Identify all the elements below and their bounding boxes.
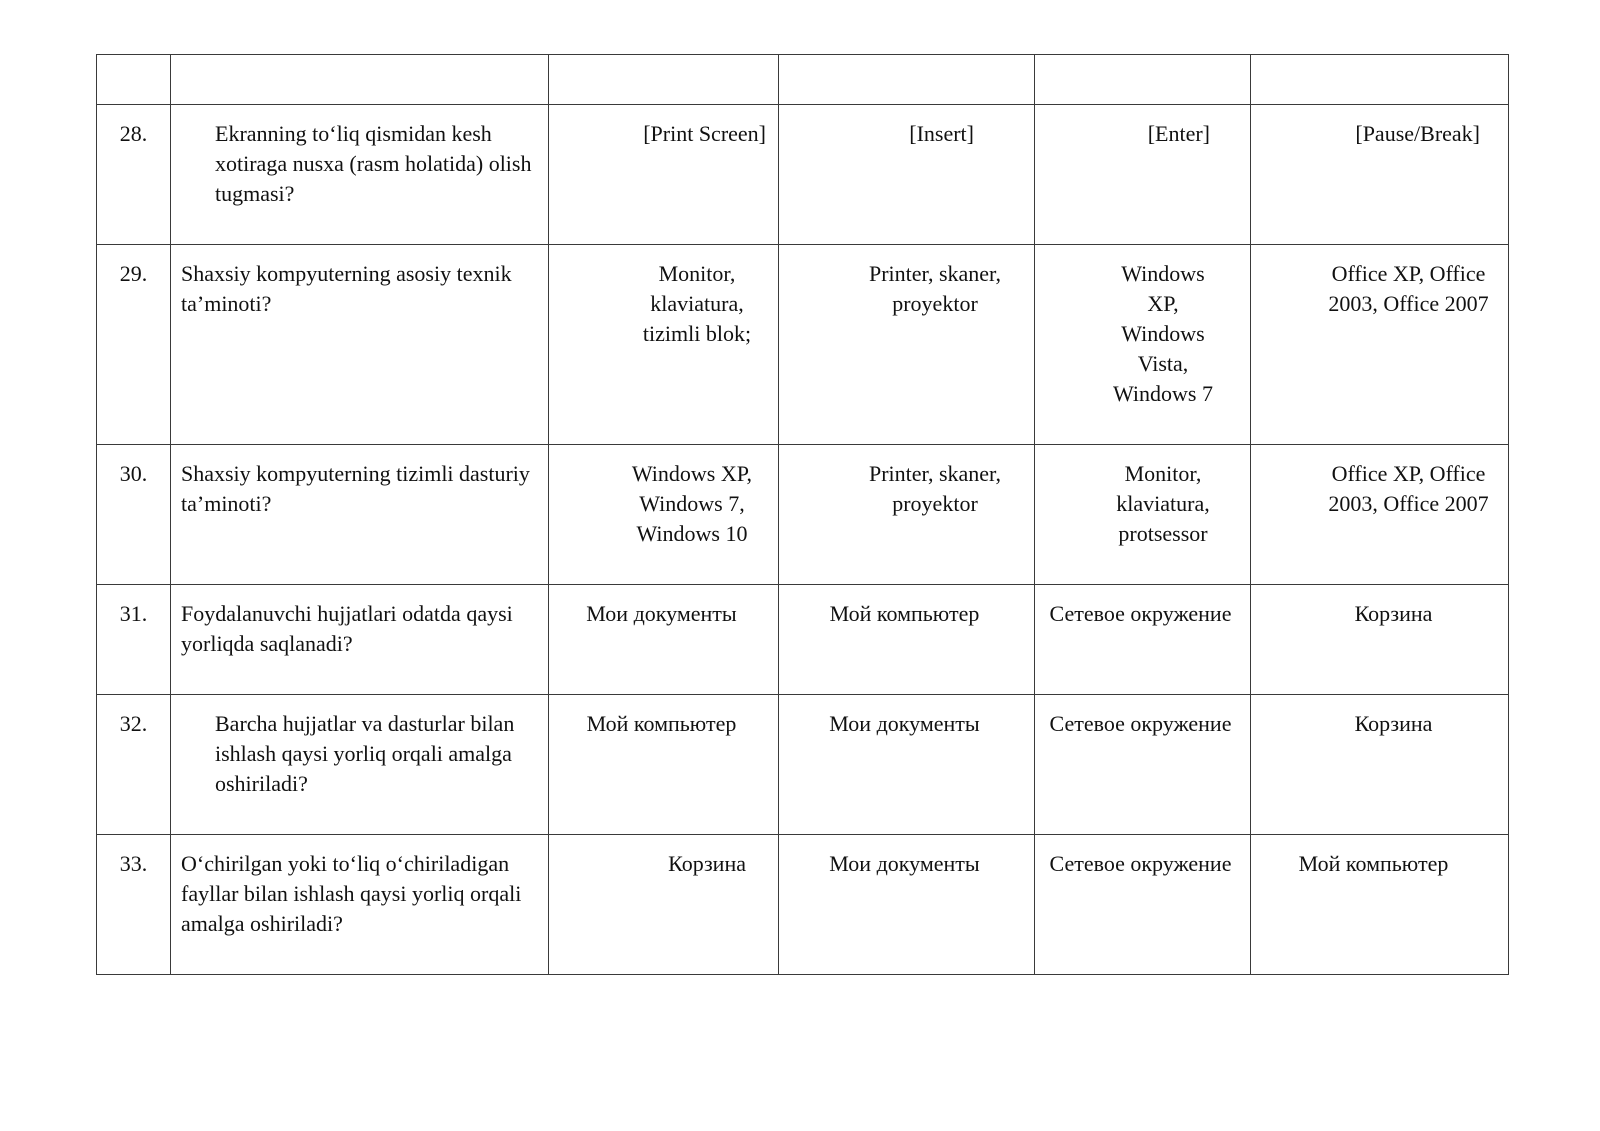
option-a-text: Monitor, klaviatura, tizimli blok;: [642, 261, 752, 346]
option-a: Мой компьютер: [549, 695, 779, 835]
question-text: O‘chirilgan yoki to‘liq o‘chiriladigan fayllar bilan ishlash qaysi yorliq orqali amalga oshiriladi?: [171, 835, 549, 975]
row-number: 30.: [97, 445, 171, 585]
option-c: [1035, 445, 1251, 585]
table-row: [97, 835, 1509, 975]
option-d-text: Office XP, Office 2003, Office 2007: [1328, 461, 1489, 516]
header-cell-option-b: [779, 55, 1035, 105]
option-a: [549, 445, 779, 585]
table-header-row: [97, 55, 1509, 105]
option-b: [779, 245, 1035, 445]
option-c: Сетевое окружение: [1035, 695, 1251, 835]
option-a: Корзина: [549, 835, 779, 975]
option-d: Мой компьютер: [1251, 835, 1509, 975]
option-b-text: Printer, skaner, proyektor: [868, 461, 1002, 516]
option-d: [1251, 245, 1509, 445]
header-cell-option-a: [549, 55, 779, 105]
option-b-text: Printer, skaner, proyektor: [868, 261, 1002, 316]
option-a: [549, 245, 779, 445]
header-cell-option-c: [1035, 55, 1251, 105]
question-text: Barcha hujjatlar va dasturlar bilan ishlash qaysi yorliq orqali amalga oshiriladi?: [171, 695, 549, 835]
table-row: [97, 245, 1509, 445]
option-d: [1251, 445, 1509, 585]
quiz-table: [96, 54, 1509, 975]
row-number: 31.: [97, 585, 171, 695]
option-a: Мои документы: [549, 585, 779, 695]
header-cell-question: [171, 55, 549, 105]
option-c: Сетевое окружение: [1035, 585, 1251, 695]
question-text: Shaxsiy kompyuterning tizimli dasturiy ta’minoti?: [171, 445, 549, 585]
option-b: Мои документы: [779, 695, 1035, 835]
option-a: [Print Screen]: [549, 105, 779, 245]
table-row: [97, 445, 1509, 585]
row-number: 33.: [97, 835, 171, 975]
table-row: [97, 695, 1509, 835]
row-number: 29.: [97, 245, 171, 445]
option-d-text: Office XP, Office 2003, Office 2007: [1328, 261, 1489, 316]
option-d: [Pause/Break]: [1251, 105, 1509, 245]
table-row: [97, 585, 1509, 695]
option-d: Корзина: [1251, 695, 1509, 835]
header-cell-number: [97, 55, 171, 105]
option-b: Мой компьютер: [779, 585, 1035, 695]
option-b: [779, 445, 1035, 585]
question-text: Ekranning to‘liq qismidan kesh xotiraga nusxa (rasm holatida) olish tugmasi?: [171, 105, 549, 245]
option-c: [Enter]: [1035, 105, 1251, 245]
row-number: 28.: [97, 105, 171, 245]
header-cell-option-d: [1251, 55, 1509, 105]
option-d: Корзина: [1251, 585, 1509, 695]
option-a-text: Windows XP, Windows 7, Windows 10: [631, 461, 753, 546]
row-number: 32.: [97, 695, 171, 835]
option-c: [1035, 245, 1251, 445]
option-c-text: Windows XP, Windows Vista, Windows 7: [1113, 261, 1213, 406]
option-c: Сетевое окружение: [1035, 835, 1251, 975]
option-b: [Insert]: [779, 105, 1035, 245]
table-row: [97, 105, 1509, 245]
question-text: Shaxsiy kompyuterning asosiy texnik ta’minoti?: [171, 245, 549, 445]
option-b: Мои документы: [779, 835, 1035, 975]
option-c-text: Monitor, klaviatura, protsessor: [1116, 461, 1210, 546]
question-text: Foydalanuvchi hujjatlari odatda qaysi yorliqda saqlanadi?: [171, 585, 549, 695]
